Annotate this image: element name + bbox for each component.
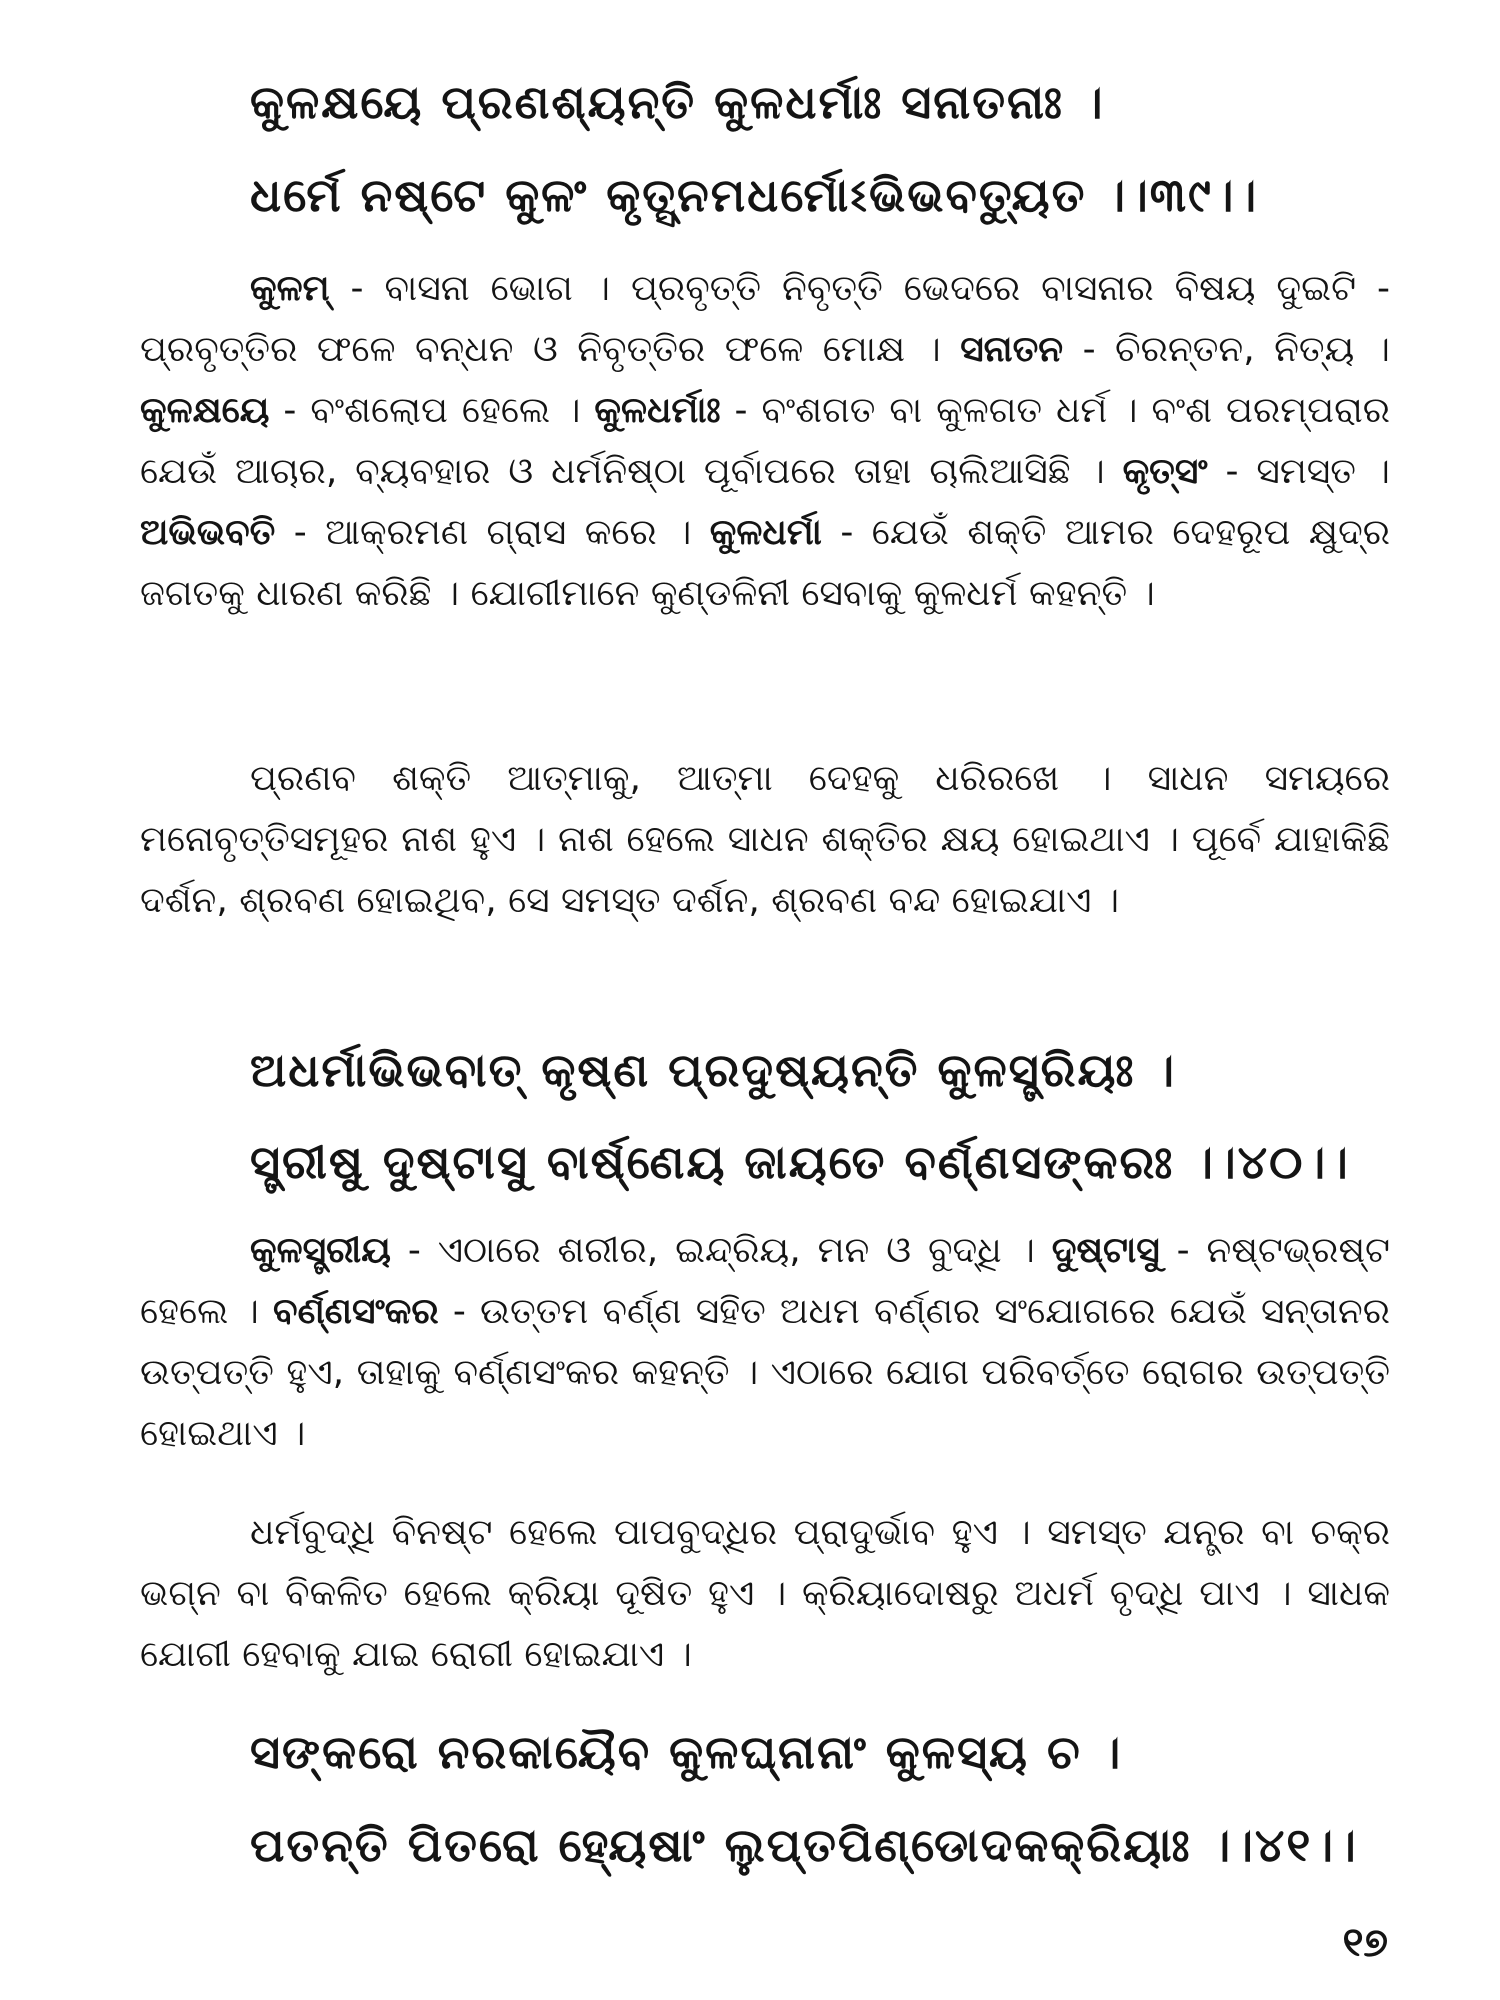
term-kritsnam: କୃତ୍ସଂ bbox=[1122, 451, 1208, 492]
text-segment: - ବାସନା ଭୋଗ । ପ୍ରବୃତ୍ତି ନିବୃତ୍ତି ଭେଦରେ ବାସନାର ବିଷୟ ଦୁଇଟି - ପ୍ରବୃତ୍ତିର ଫଳେ ବନ୍ଧନ ଓ ନିବୃତ୍ତିର ଫଳେ ମୋକ୍ଷ । bbox=[140, 268, 1390, 370]
text-segment: - ସମସ୍ତ । bbox=[1207, 451, 1390, 492]
term-kuladharmah: କୁଳଧର୍ମାଃ bbox=[594, 390, 721, 431]
paragraph-text: ପ୍ରଣବ ଶକ୍ତି ଆତ୍ମାକୁ, ଆତ୍ମା ଦେହକୁ ଧରିରଖେ । ସାଧନ ସମୟରେ ମନୋବୃତ୍ତିସମୂହର ନାଶ ହୁଏ । ନାଶ ହେଲେ ସାଧନ ଶକ୍ତିର କ୍ଷୟ ହୋଇଥାଏ । ପୂର୍ବେ ଯାହାକିଛି ଦର୍ଶନ, ଶ୍ରବଣ ହୋଇଥିବ, ସେ ସମସ୍ତ ଦର୍ଶନ, ଶ୍ରବଣ ବନ୍ଦ ହୋଇଯାଏ । bbox=[140, 758, 1390, 921]
term-varnasankara: ବର୍ଣ୍ଣସଂକର bbox=[273, 1291, 439, 1332]
verse-39-line-1: କୁଳକ୍ଷୟେ ପ୍ରଣଶ୍ୟନ୍ତି କୁଳଧର୍ମାଃ ସନାତନାଃ । bbox=[250, 75, 1105, 129]
verse-41-line-1: ସଙ୍କରୋ ନରକାୟୈବ କୁଳଘ୍ନାନାଂ କୁଳସ୍ୟ ଚ । bbox=[250, 1725, 1123, 1779]
text-segment: - ଯେଉଁ ଶକ୍ତି ଆମର ଦେହରୂପ କ୍ଷୁଦ୍ର ଜଗତକୁ ଧାରଣ କରିଛି । ଯୋଗୀମାନେ କୁଣ୍ଡଳିନୀ ସେବାକୁ କୁଳଧର୍ମ କହନ୍ତି । bbox=[140, 512, 1390, 614]
text-segment: - ନଷ୍ଟଭ୍ରଷ୍ଟ ହେଲେ । bbox=[140, 1230, 1390, 1332]
verse-41-line-2: ପତନ୍ତି ପିତରୋ ହ୍ୟେଷାଂ ଲୁପ୍ତପିଣ୍ଡୋଦକକ୍ରିୟାଃ ।।୪୧।। bbox=[250, 1818, 1358, 1872]
page-number: ୧୭ bbox=[1342, 1920, 1388, 1966]
commentary-40-paragraph-1 bbox=[140, 1220, 1390, 1464]
verse-40-line-2: ସ୍ତ୍ରୀଷୁ ଦୁଷ୍ଟାସୁ ବାର୍ଷ୍ଣେୟ ଜାୟତେ ବର୍ଣ୍ଣସଙ୍କରଃ ।।୪୦।। bbox=[250, 1135, 1350, 1189]
paragraph-text: ଧର୍ମବୁଦ୍ଧି ବିନଷ୍ଟ ହେଲେ ପାପବୁଦ୍ଧିର ପ୍ରାଦୁର୍ଭାବ ହୁଏ । ସମସ୍ତ ଯନ୍ତ୍ର ବା ଚକ୍ର ଭଗ୍ନ ବା ବିକଳିତ ହେଲେ କ୍ରିୟା ଦୂଷିତ ହୁଏ । କ୍ରିୟାଦୋଷରୁ ଅଧର୍ମ ବୃଦ୍ଧି ପାଏ । ସାଧକ ଯୋଗୀ ହେବାକୁ ଯାଇ ରୋଗୀ ହୋଇଯାଏ । bbox=[140, 1512, 1390, 1675]
term-kulakshaye: କୁଳକ୍ଷୟେ bbox=[140, 390, 270, 431]
commentary-39-paragraph-1 bbox=[140, 258, 1390, 624]
text-segment: - ଚିରନ୍ତନ, ନିତ୍ୟ । bbox=[1063, 329, 1390, 370]
text-segment: - ଏଠାରେ ଶରୀର, ଇନ୍ଦ୍ରିୟ, ମନ ଓ ବୁଦ୍ଧି । bbox=[390, 1230, 1052, 1271]
text-segment: - ଉତ୍ତମ ବର୍ଣ୍ଣ ସହିତ ଅଧମ ବର୍ଣ୍ଣର ସଂଯୋଗରେ ଯେଉଁ ସନ୍ତାନର ଉତ୍ପତ୍ତି ହୁଏ, ତାହାକୁ ବର୍ଣ୍ଣସଂକର କହନ୍ତି । ଏଠାରେ ଯୋଗ ପରିବର୍ତ୍ତେ ରୋଗର ଉତ୍ପତ୍ତି ହୋଇଥାଏ । bbox=[140, 1291, 1391, 1454]
term-sanatana: ସନାତନ bbox=[960, 329, 1064, 370]
commentary-40-paragraph-2 bbox=[140, 1502, 1390, 1685]
term-dushtasu: ଦୁଷ୍ଟାସୁ bbox=[1051, 1230, 1160, 1271]
text-segment: - ବଂଶଲୋପ ହେଲେ । bbox=[269, 390, 595, 431]
term-kuladharma: କୁଳଧର୍ମା bbox=[709, 512, 822, 553]
term-abhibhavati: ଅଭିଭବତି bbox=[140, 512, 276, 553]
verse-39-line-2: ଧର୍ମେ ନଷ୍ଟେ କୁଳଂ କୃତ୍ସ୍ନମଧର୍ମୋଽଭିଭବତ୍ୟୁତ ।।୩୯।। bbox=[250, 168, 1259, 222]
term-kulam: କୁଳମ୍ bbox=[250, 268, 330, 309]
text-segment: - ଆକ୍ରମଣ ଗ୍ରାସ କରେ । bbox=[275, 512, 710, 553]
text-segment: - ବଂଶଗତ ବା କୁଳଗତ ଧର୍ମ । ବଂଶ ପରମ୍ପରାର ଯେଉଁ ଆଚାର, ବ୍ୟବହାର ଓ ଧର୍ମନିଷ୍ଠା ପୂର୍ବାପରେ ତାହା ଚାଲିଆସିଛି । bbox=[140, 390, 1391, 492]
verse-40-line-1: ଅଧର୍ମାଭିଭବାତ୍ କୃଷ୍ଣ ପ୍ରଦୁଷ୍ୟନ୍ତି କୁଳସ୍ତ୍ରିୟଃ । bbox=[250, 1043, 1177, 1097]
commentary-39-paragraph-2 bbox=[140, 748, 1390, 931]
term-kulastriya: କୁଳସ୍ତ୍ରୀୟ bbox=[250, 1230, 391, 1271]
